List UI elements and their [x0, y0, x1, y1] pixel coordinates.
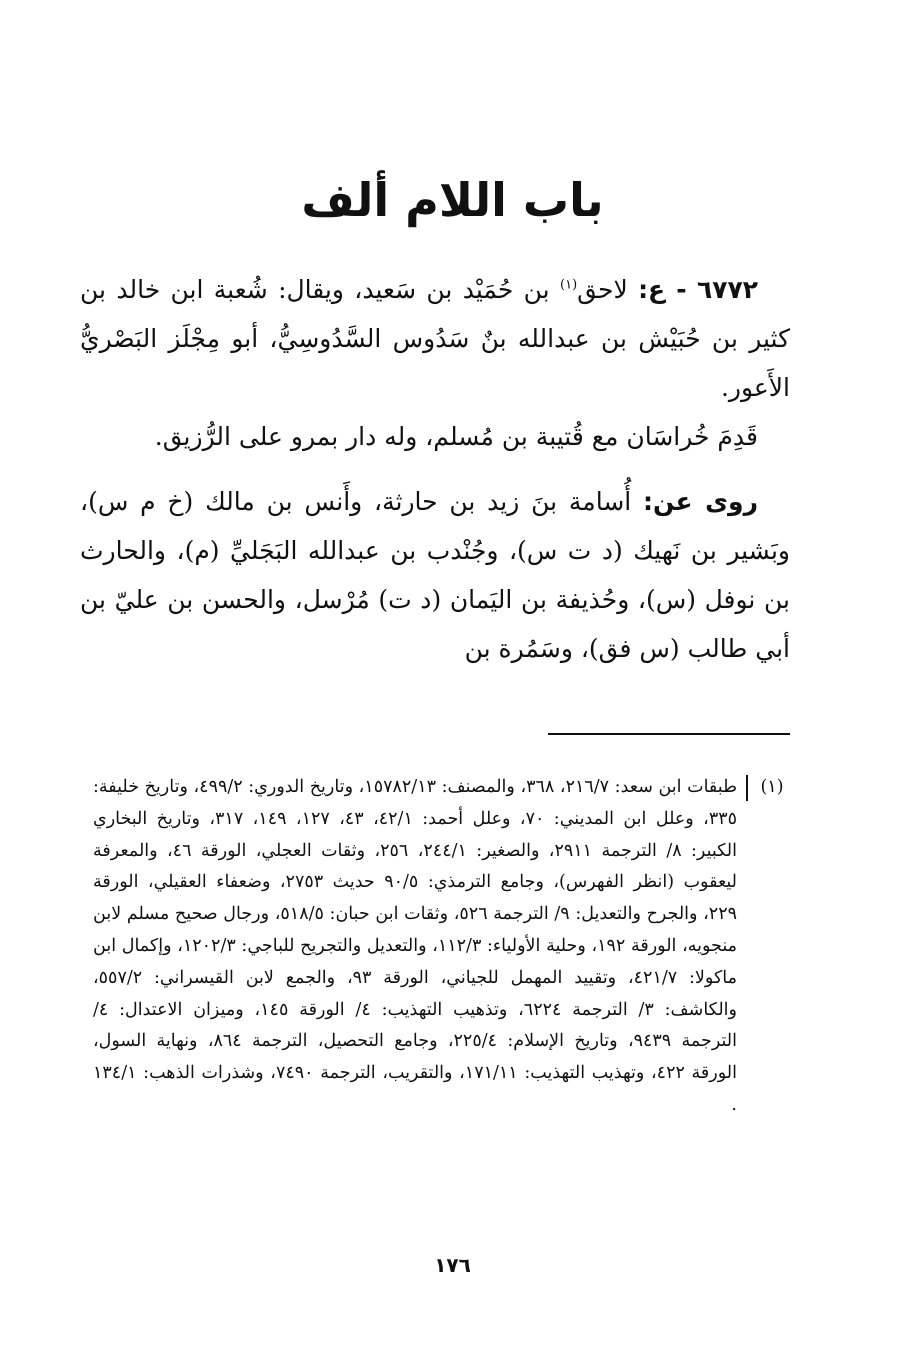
- entry-symbol: - ع:: [638, 275, 687, 304]
- narrated-from-label: روى عن:: [643, 487, 758, 516]
- footnote: [93, 772, 790, 1122]
- entry-residence-paragraph: قَدِمَ خُراسَان مع قُتيبة بن مُسلم، وله دار بمرو على الرُّزيق.: [154, 422, 758, 451]
- footnote-marker: (١): [760, 777, 784, 797]
- chapter-title: باب اللام ألف: [301, 173, 604, 227]
- footnote-divider: [548, 733, 790, 735]
- entry-number: ٦٧٧٢: [696, 275, 759, 304]
- entry-heading-paragraph: [80, 265, 790, 412]
- narrated-from-text: أُسامة بنَ زيد بن حارثة، وأَنس بن مالك (خ م س)، وبَشير بن نَهيك (د ت س)، وجُنْدب بن عبدالله البَجَليِّ (م)، والحارث بن نوفل (س)، وحُذيفة بن اليَمان (د ت) مُرْسل، والحسن بن عليّ بن أبي طالب (س فق)، وسَمُرة بن: [80, 487, 790, 663]
- footnote-bar: [746, 775, 748, 801]
- page-number: ١٧٦: [434, 1253, 471, 1277]
- footnote-reference[interactable]: (١): [560, 277, 578, 293]
- footnote-text: طبقات ابن سعد: ٢١٦/٧، ٣٦٨، والمصنف: ١٥٧٨٢/١٣، وتاريخ الدوري: ٤٩٩/٢، وتاريخ خليفة: ٣٣٥، وعلل ابن المديني: ٧٠، وعلل أحمد: ٤٢/١، ٤٣، ١٢٧، ١٤٩، ٣١٧، وتاريخ البخاري الكبير: ٨/ الترجمة ٢٩١١، والصغير: ٢٤٤/١، ٢٥٦، وثقات العجلي، الورقة ٤٦، والمعرفة ليعقوب (انظر الفهرس)، وجامع الترمذي: ٩٠/٥ حديث ٢٧٥٣، وضعفاء العقيلي، الورقة ٢٢٩، والجرح والتعديل: ٩/ الترجمة ٥٢٦، وثقات ابن حبان: ٥١٨/٥، ورجال صحيح مسلم لابن منجويه، الورقة ١٩٢، وحلية الأولياء: ١١٢/٣، والتعديل والتجريح للباجي: ١٢٠٢/٣، وإكمال ابن ماكولا: ٤٢١/٧، وتقييد المهمل للجياني، الورقة ٩٣، والجمع لابن القيسراني: ٥٥٧/٢، والكاشف: ٣/ الترجمة ٦٢٢٤، وتذهيب التهذيب: ٤/ الورقة ١٤٥، وميزان الاعتدال: ٤/ الترجمة ٩٤٣٩، وتاريخ الإسلام: ٢٢٥/٤، وجامع التحصيل، الترجمة ٨٦٤، ونهاية السول، الورقة ٤٢٢، وتهذيب التهذيب: ١٧١/١١، والتقريب، الترجمة ٧٤٩٠، وشذرات الذهب: ١٣٤/١ .: [93, 777, 738, 1115]
- entry-name: لاحق: [577, 275, 628, 304]
- narrated-from-paragraph: [80, 477, 790, 673]
- biography-entry: [80, 265, 790, 673]
- entry-name-rest: بن حُمَيْد بن سَعيد، ويقال: شُعبة ابن خالد بن كثير بن حُبَيْش بن عبدالله بنٌ سَدُوس السَّدُوسِيُّ، أبو مِجْلَز البَصْريُّ الأَعور.: [80, 275, 790, 402]
